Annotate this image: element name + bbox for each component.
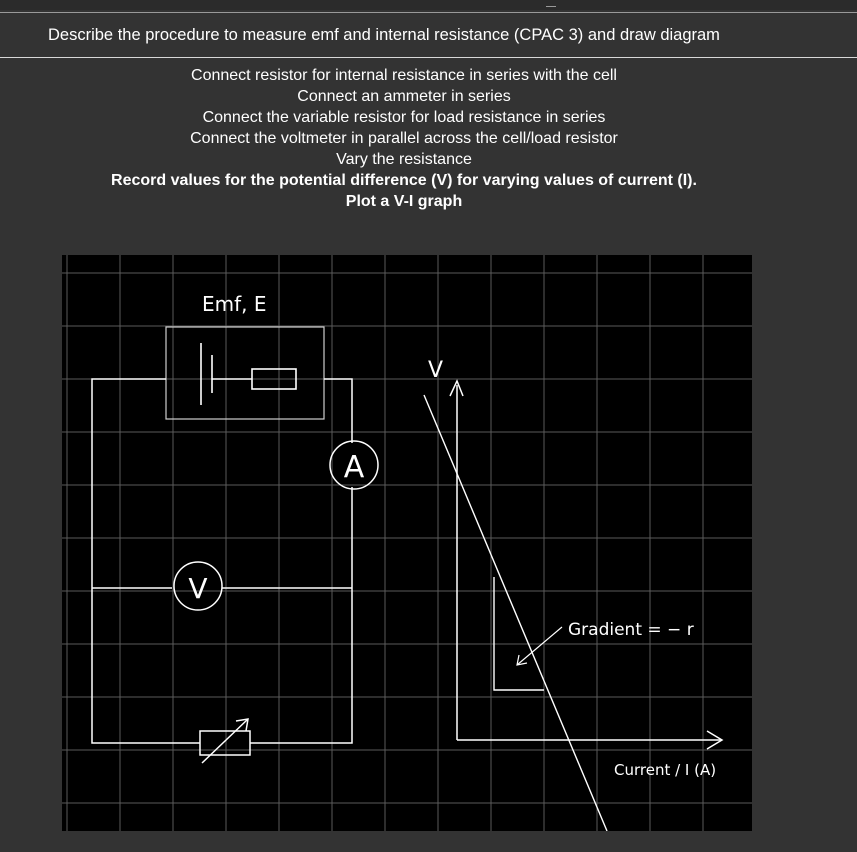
- diagram-canvas: [62, 255, 752, 831]
- internal-resistance-box: [166, 327, 324, 419]
- ammeter-label: A: [343, 450, 365, 485]
- procedure-step: Connect an ammeter in series: [297, 88, 511, 105]
- graph-x-label: Current / I (A): [614, 761, 717, 779]
- diagram-board: [62, 255, 752, 831]
- procedure-step: Connect the voltmeter in parallel across the cell/load resistor: [190, 130, 618, 147]
- wire-left: [92, 379, 200, 743]
- wire-right-bottom: [250, 487, 352, 743]
- decorative-tick: [546, 0, 556, 7]
- gradient-triangle: [494, 577, 544, 690]
- variable-resistor: [200, 719, 250, 763]
- wire-right-top: [324, 379, 352, 443]
- procedure-step: Connect resistor for internal resistance in series with the cell: [191, 67, 617, 84]
- graph-y-label: V: [428, 358, 444, 383]
- variable-resistor-arrow: [202, 719, 248, 763]
- emf-label: Emf, E: [202, 292, 267, 316]
- cell-with-internal-resistance: [166, 327, 324, 419]
- gradient-label: Gradient = − r: [568, 620, 694, 640]
- procedure-step-bold: Plot a V-I graph: [345, 193, 463, 210]
- vi-line: [424, 395, 607, 831]
- voltmeter-label: V: [188, 572, 208, 605]
- procedure-steps: [0, 65, 808, 212]
- circuit-wires: [92, 379, 352, 743]
- top-strip: [0, 0, 857, 10]
- question-title: Describe the procedure to measure emf and internal resistance (CPAC 3) and draw diagram: [48, 26, 720, 44]
- procedure-step-bold: Record values for the potential difference (V) for varying values of current (I).: [111, 172, 697, 189]
- question-bar[interactable]: [0, 12, 857, 58]
- variable-resistor-body: [200, 731, 250, 755]
- procedure-step: Connect the variable resistor for load resistance in series: [202, 109, 606, 126]
- procedure-step: Vary the resistance: [336, 151, 472, 168]
